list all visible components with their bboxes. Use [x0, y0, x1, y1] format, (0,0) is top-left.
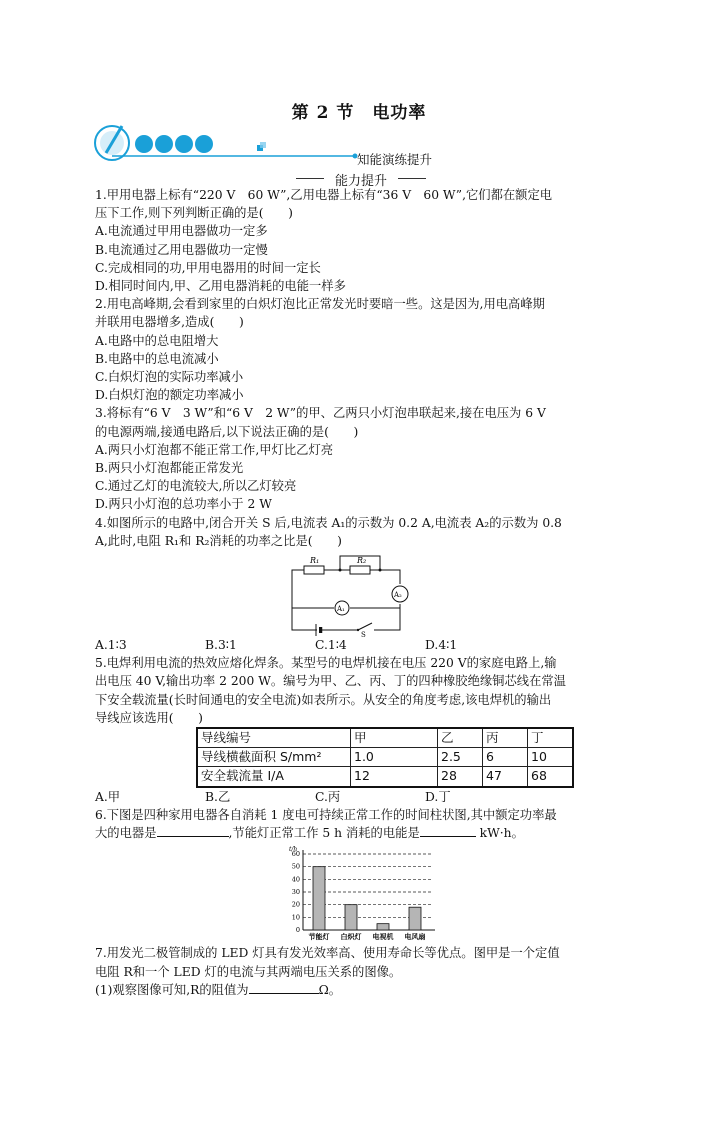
bar	[345, 905, 357, 930]
q2-option-a: A.电路中的总电阻增大	[95, 333, 219, 348]
table-cell: 导线编号	[197, 728, 351, 748]
y-tick-label: 0	[295, 926, 300, 935]
bar	[409, 907, 421, 930]
r1-label: R₁	[310, 556, 320, 566]
table-row	[197, 748, 573, 767]
q5-option-d: D.丁	[425, 789, 451, 804]
q6-stem-cont: 大的电器是 ,节能灯正常工作 5 h 消耗的电能是 kW·h。	[95, 826, 524, 841]
q1-stem-cont: 压下工作,则下列判断正确的是( )	[95, 206, 293, 221]
table-cell: 导线横截面积 S/mm²	[197, 748, 351, 767]
q3-option-b: B.两只小灯泡都能正常发光	[95, 461, 244, 476]
q1-option-c: C.完成相同的功,甲用电器用的时间一定长	[95, 260, 321, 275]
q3-option-a: A.两只小灯泡都不能正常工作,甲灯比乙灯亮	[95, 442, 334, 457]
a1-label: A₁	[337, 605, 345, 614]
table-cell: 甲	[351, 728, 438, 748]
q5-option-c: C.丙	[315, 789, 341, 804]
q3-option-d: D.两只小灯泡的总功率小于 2 W	[95, 497, 272, 512]
q5-option-a: A.甲	[95, 789, 121, 804]
banner-label: 知能演练提升	[357, 152, 433, 167]
y-axis-label: t/h	[289, 846, 298, 854]
table-cell: 安全载流量 I/A	[197, 767, 351, 787]
q3-stem-cont: 的电源两端,接通电路后,以下说法正确的是( )	[95, 424, 359, 439]
y-tick-label: 50	[291, 862, 300, 871]
q3-option-c: C.通过乙灯的电流较大,所以乙灯较亮	[95, 479, 297, 494]
page-title: 第 2 节 电功率	[291, 103, 427, 123]
circuit-diagram	[290, 554, 420, 640]
q5-stem-3: 下安全载流量(长时间通电的安全电流)如表所示。从安全的角度考虑,该电焊机的输出	[95, 692, 552, 707]
q2-option-d: D.白炽灯泡的额定功率减小	[95, 388, 244, 403]
table-cell: 6	[483, 748, 528, 767]
q1-option-d: D.相同时间内,甲、乙用电器消耗的电能一样多	[95, 279, 346, 294]
y-tick-label: 20	[291, 900, 300, 909]
wire-table	[196, 727, 574, 788]
bar	[377, 924, 389, 930]
y-tick-label: 10	[291, 913, 300, 922]
q2-option-c: C.白炽灯泡的实际功率减小	[95, 370, 244, 385]
q4-option-d: D.4∶1	[425, 638, 458, 653]
q7-sub1: (1)观察图像可知,R的阻值为 Ω。	[95, 982, 342, 997]
question-content	[95, 186, 625, 999]
q3-stem: 3.将标有“6 V 3 W”和“6 V 2 W”的甲、乙两只小灯泡串联起来,接在电压为 6 V	[95, 406, 546, 421]
q1-option-a: A.电流通过甲用电器做功一定多	[95, 224, 268, 239]
q4-option-c: C.1∶4	[315, 638, 347, 653]
bar-chart	[275, 844, 445, 944]
q5-stem: 5.电焊利用电流的热效应熔化焊条。某型号的电焊机接在电压 220 V的家庭电路上,输	[95, 656, 557, 671]
q5-stem-4: 导线应该选用( )	[95, 710, 203, 725]
q2-stem-cont: 并联用电器增多,造成( )	[95, 315, 244, 330]
q4-option-a: A.1∶3	[95, 638, 127, 653]
x-tick-label: 电风扇	[404, 932, 426, 942]
q5-stem-2: 出电压 40 V,输出功率 2 200 W。编号为甲、乙、丙、丁的四种橡胶绝缘铜芯线在常温	[95, 674, 566, 689]
table-cell: 乙	[438, 728, 483, 748]
r2-label: R₂	[357, 556, 367, 566]
q7-stem: 7.用发光二极管制成的 LED 灯具有发光效率高、使用寿命长等优点。图甲是一个定值	[95, 946, 560, 961]
q4-options	[95, 636, 625, 654]
q4-stem-cont: A,此时,电阻 R₁和 R₂消耗的功率之比是( )	[95, 533, 342, 548]
q4-stem: 4.如图所示的电路中,闭合开关 S 后,电流表 A₁的示数为 0.2 A,电流表 A₂的示数为 0.8	[95, 515, 562, 530]
r2-resistor	[350, 566, 370, 574]
table-cell: 10	[528, 748, 574, 767]
table-cell: 47	[483, 767, 528, 787]
q5-options	[95, 788, 625, 806]
q2-option-b: B.电路中的总电流减小	[95, 351, 219, 366]
section-heading: 能力提升	[296, 170, 426, 189]
y-tick-label: 30	[291, 888, 300, 897]
q7-stem-cont: 电阻 R和一个 LED 灯的电流与其两端电压关系的图像。	[95, 964, 402, 979]
bar	[313, 867, 325, 930]
switch-label: S	[361, 631, 366, 640]
table-cell: 28	[438, 767, 483, 787]
q5-option-b: B.乙	[205, 789, 231, 804]
table-cell: 2.5	[438, 748, 483, 767]
answer-blank-1	[157, 836, 229, 837]
q1-option-b: B.电流通过乙用电器做功一定慢	[95, 242, 268, 257]
x-tick-label: 节能灯	[308, 932, 330, 942]
table-cell: 68	[528, 767, 574, 787]
x-tick-label: 白炽灯	[340, 932, 362, 942]
y-tick-label: 60	[291, 850, 300, 859]
q2-stem: 2.用电高峰期,会看到家里的白炽灯泡比正常发光时要暗一些。这是因为,用电高峰期	[95, 297, 545, 312]
q1-stem: 1.甲用电器上标有“220 V 60 W”,乙用电器上标有“36 V 60 W”,它们都在额定电	[95, 188, 553, 202]
table-row	[197, 767, 573, 787]
answer-blank-3	[249, 993, 319, 994]
r1-resistor	[304, 566, 324, 574]
table-row	[197, 728, 573, 748]
y-tick-label: 40	[291, 875, 300, 884]
q4-option-b: B.3∶1	[205, 638, 237, 653]
table-cell: 丁	[528, 728, 574, 748]
q6-stem: 6.下图是四种家用电器各自消耗 1 度电可持续正常工作的时间柱状图,其中额定功率最	[95, 807, 557, 822]
table-cell: 12	[351, 767, 438, 787]
x-tick-label: 电视机	[372, 932, 394, 942]
table-cell: 1.0	[351, 748, 438, 767]
a2-label: A₂	[394, 591, 402, 600]
answer-blank-2	[420, 836, 476, 837]
table-cell: 丙	[483, 728, 528, 748]
